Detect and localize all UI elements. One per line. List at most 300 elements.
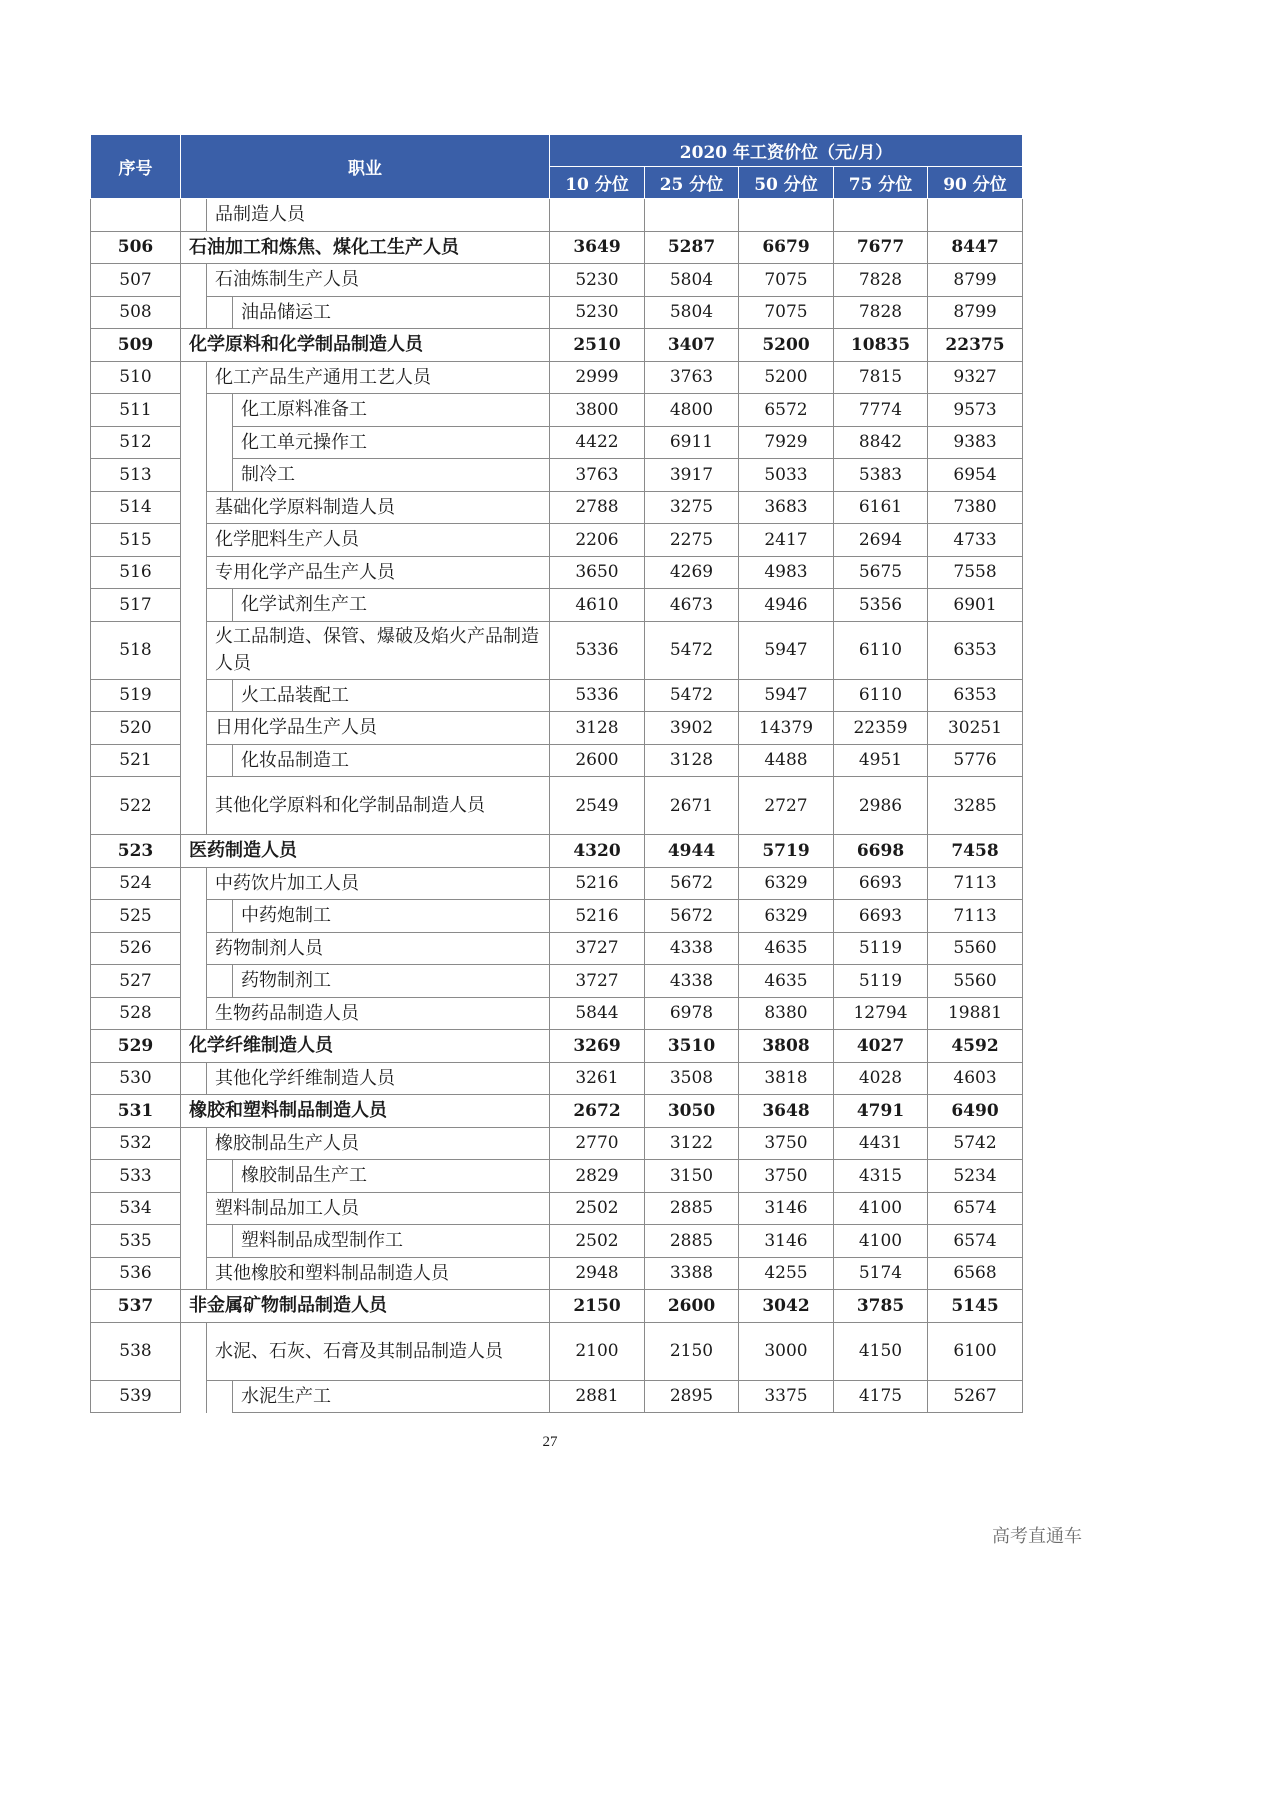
row-p75-value: 8842 bbox=[834, 426, 928, 459]
row-p50-value: 5200 bbox=[739, 361, 834, 394]
row-p10-value: 2510 bbox=[550, 329, 645, 362]
row-p75-value: 6110 bbox=[834, 621, 928, 679]
indent-cell bbox=[181, 932, 207, 965]
row-p50-value: 4635 bbox=[739, 965, 834, 998]
row-occupation: 化工单元操作工 bbox=[233, 426, 550, 459]
row-p10-value: 5216 bbox=[550, 867, 645, 900]
row-occupation: 其他化学纤维制造人员 bbox=[207, 1062, 550, 1095]
table-row bbox=[91, 199, 1023, 232]
row-p50-value: 5947 bbox=[739, 679, 834, 712]
row-p10-value: 2549 bbox=[550, 777, 645, 835]
row-p90-value: 5742 bbox=[928, 1127, 1023, 1160]
table-row bbox=[91, 231, 1023, 264]
indent-cell bbox=[207, 426, 233, 459]
row-p25-value: 5804 bbox=[645, 296, 739, 329]
row-seq: 517 bbox=[91, 589, 181, 622]
row-p50-value bbox=[739, 199, 834, 232]
row-p75-value: 4951 bbox=[834, 744, 928, 777]
table-row bbox=[91, 932, 1023, 965]
row-p75-value: 5675 bbox=[834, 556, 928, 589]
indent-cell bbox=[207, 394, 233, 427]
row-p10-value: 5230 bbox=[550, 264, 645, 297]
indent-cell bbox=[181, 1062, 207, 1095]
table-row bbox=[91, 835, 1023, 868]
row-p90-value: 4592 bbox=[928, 1030, 1023, 1063]
indent-cell bbox=[181, 1127, 207, 1160]
indent-cell bbox=[181, 264, 207, 297]
row-p50-value: 4946 bbox=[739, 589, 834, 622]
row-p90-value: 8447 bbox=[928, 231, 1023, 264]
indent-cell bbox=[207, 1160, 233, 1193]
row-occupation: 中药饮片加工人员 bbox=[207, 867, 550, 900]
table-row bbox=[91, 777, 1023, 835]
row-p10-value: 5216 bbox=[550, 900, 645, 933]
row-p50-value: 2417 bbox=[739, 524, 834, 557]
row-p75-value: 7828 bbox=[834, 296, 928, 329]
indent-cell bbox=[181, 589, 207, 622]
indent-cell bbox=[181, 296, 207, 329]
row-p90-value bbox=[928, 199, 1023, 232]
row-seq: 531 bbox=[91, 1095, 181, 1128]
row-seq: 524 bbox=[91, 867, 181, 900]
row-p75-value: 6110 bbox=[834, 679, 928, 712]
row-p50-value: 3146 bbox=[739, 1192, 834, 1225]
row-p10-value: 3650 bbox=[550, 556, 645, 589]
indent-cell bbox=[181, 459, 207, 492]
row-seq: 515 bbox=[91, 524, 181, 557]
row-p90-value: 5234 bbox=[928, 1160, 1023, 1193]
indent-cell bbox=[207, 459, 233, 492]
row-p25-value: 2671 bbox=[645, 777, 739, 835]
row-p90-value: 8799 bbox=[928, 264, 1023, 297]
table-row bbox=[91, 997, 1023, 1030]
wage-table bbox=[90, 134, 1023, 1413]
row-occupation: 塑料制品成型制作工 bbox=[233, 1225, 550, 1258]
row-occupation: 非金属矿物制品制造人员 bbox=[181, 1290, 550, 1323]
row-p90-value: 3285 bbox=[928, 777, 1023, 835]
row-occupation: 日用化学品生产人员 bbox=[207, 712, 550, 745]
row-p75-value: 7828 bbox=[834, 264, 928, 297]
table-row bbox=[91, 744, 1023, 777]
row-p50-value: 3750 bbox=[739, 1127, 834, 1160]
indent-cell bbox=[181, 426, 207, 459]
row-p10-value: 3727 bbox=[550, 965, 645, 998]
indent-cell bbox=[181, 867, 207, 900]
row-p25-value: 3510 bbox=[645, 1030, 739, 1063]
row-p10-value: 3800 bbox=[550, 394, 645, 427]
row-p75-value: 7677 bbox=[834, 231, 928, 264]
row-seq: 537 bbox=[91, 1290, 181, 1323]
row-p75-value: 2986 bbox=[834, 777, 928, 835]
wage-table-container bbox=[90, 134, 1022, 1413]
table-row bbox=[91, 459, 1023, 492]
row-p50-value: 3808 bbox=[739, 1030, 834, 1063]
row-p50-value: 3375 bbox=[739, 1380, 834, 1413]
row-occupation: 水泥、石灰、石膏及其制品制造人员 bbox=[207, 1322, 550, 1380]
row-seq: 526 bbox=[91, 932, 181, 965]
row-p90-value: 7113 bbox=[928, 900, 1023, 933]
row-p75-value: 5356 bbox=[834, 589, 928, 622]
row-occupation: 化妆品制造工 bbox=[233, 744, 550, 777]
indent-cell bbox=[181, 679, 207, 712]
row-p90-value: 6901 bbox=[928, 589, 1023, 622]
indent-cell bbox=[181, 199, 207, 232]
row-occupation: 其他橡胶和塑料制品制造人员 bbox=[207, 1257, 550, 1290]
row-seq: 533 bbox=[91, 1160, 181, 1193]
row-p50-value: 5033 bbox=[739, 459, 834, 492]
row-p75-value: 5383 bbox=[834, 459, 928, 492]
row-occupation: 药物制剂人员 bbox=[207, 932, 550, 965]
row-seq: 512 bbox=[91, 426, 181, 459]
row-seq: 534 bbox=[91, 1192, 181, 1225]
row-p10-value: 4320 bbox=[550, 835, 645, 868]
row-occupation: 火工品制造、保管、爆破及焰火产品制造人员 bbox=[207, 621, 550, 679]
row-p90-value: 22375 bbox=[928, 329, 1023, 362]
indent-cell bbox=[181, 1380, 207, 1413]
row-p25-value: 4269 bbox=[645, 556, 739, 589]
row-p50-value: 6329 bbox=[739, 867, 834, 900]
row-seq: 532 bbox=[91, 1127, 181, 1160]
table-row bbox=[91, 329, 1023, 362]
row-p75-value: 6693 bbox=[834, 867, 928, 900]
table-row bbox=[91, 1380, 1023, 1413]
row-p75-value: 7815 bbox=[834, 361, 928, 394]
row-p10-value: 4422 bbox=[550, 426, 645, 459]
table-row bbox=[91, 679, 1023, 712]
row-seq: 529 bbox=[91, 1030, 181, 1063]
indent-cell bbox=[207, 900, 233, 933]
row-p75-value: 4150 bbox=[834, 1322, 928, 1380]
row-p25-value: 3150 bbox=[645, 1160, 739, 1193]
indent-cell bbox=[181, 712, 207, 745]
row-p50-value: 5719 bbox=[739, 835, 834, 868]
row-p90-value: 5560 bbox=[928, 965, 1023, 998]
row-seq: 535 bbox=[91, 1225, 181, 1258]
row-p50-value: 5947 bbox=[739, 621, 834, 679]
indent-cell bbox=[181, 777, 207, 835]
row-p10-value: 2770 bbox=[550, 1127, 645, 1160]
row-p25-value: 3917 bbox=[645, 459, 739, 492]
row-p75-value: 4791 bbox=[834, 1095, 928, 1128]
row-p10-value: 2948 bbox=[550, 1257, 645, 1290]
row-occupation: 专用化学产品生产人员 bbox=[207, 556, 550, 589]
row-p90-value: 9573 bbox=[928, 394, 1023, 427]
row-p90-value: 7380 bbox=[928, 491, 1023, 524]
table-row bbox=[91, 589, 1023, 622]
indent-cell bbox=[207, 744, 233, 777]
table-row bbox=[91, 361, 1023, 394]
row-seq: 509 bbox=[91, 329, 181, 362]
row-seq: 528 bbox=[91, 997, 181, 1030]
row-p25-value: 4944 bbox=[645, 835, 739, 868]
row-p75-value: 4100 bbox=[834, 1192, 928, 1225]
row-seq: 523 bbox=[91, 835, 181, 868]
p10-header: 10 分位 bbox=[550, 167, 645, 199]
row-p50-value: 5200 bbox=[739, 329, 834, 362]
row-p50-value: 2727 bbox=[739, 777, 834, 835]
indent-cell bbox=[181, 556, 207, 589]
row-p75-value: 22359 bbox=[834, 712, 928, 745]
table-row bbox=[91, 524, 1023, 557]
row-occupation: 化工原料准备工 bbox=[233, 394, 550, 427]
row-p10-value: 2829 bbox=[550, 1160, 645, 1193]
row-p75-value: 5174 bbox=[834, 1257, 928, 1290]
table-row bbox=[91, 1290, 1023, 1323]
row-p90-value: 6574 bbox=[928, 1192, 1023, 1225]
row-p25-value: 5672 bbox=[645, 900, 739, 933]
row-p90-value: 6954 bbox=[928, 459, 1023, 492]
table-row bbox=[91, 1225, 1023, 1258]
row-p10-value bbox=[550, 199, 645, 232]
row-p25-value: 3763 bbox=[645, 361, 739, 394]
row-p50-value: 3683 bbox=[739, 491, 834, 524]
row-seq: 518 bbox=[91, 621, 181, 679]
indent-cell bbox=[181, 361, 207, 394]
row-p10-value: 2150 bbox=[550, 1290, 645, 1323]
row-occupation: 其他化学原料和化学制品制造人员 bbox=[207, 777, 550, 835]
row-p25-value: 5672 bbox=[645, 867, 739, 900]
row-p25-value: 2275 bbox=[645, 524, 739, 557]
row-p50-value: 3000 bbox=[739, 1322, 834, 1380]
row-occupation: 橡胶制品生产人员 bbox=[207, 1127, 550, 1160]
row-occupation: 生物药品制造人员 bbox=[207, 997, 550, 1030]
row-p25-value: 3902 bbox=[645, 712, 739, 745]
row-p75-value: 4100 bbox=[834, 1225, 928, 1258]
indent-cell bbox=[181, 1160, 207, 1193]
row-p10-value: 3261 bbox=[550, 1062, 645, 1095]
row-p90-value: 6100 bbox=[928, 1322, 1023, 1380]
table-row bbox=[91, 491, 1023, 524]
table-row bbox=[91, 867, 1023, 900]
row-p25-value: 4673 bbox=[645, 589, 739, 622]
row-p90-value: 6353 bbox=[928, 621, 1023, 679]
row-p75-value: 7774 bbox=[834, 394, 928, 427]
row-seq: 522 bbox=[91, 777, 181, 835]
row-occupation: 塑料制品加工人员 bbox=[207, 1192, 550, 1225]
row-p90-value: 5776 bbox=[928, 744, 1023, 777]
row-p75-value: 2694 bbox=[834, 524, 928, 557]
row-p25-value: 5472 bbox=[645, 679, 739, 712]
row-occupation: 药物制剂工 bbox=[233, 965, 550, 998]
row-p50-value: 3818 bbox=[739, 1062, 834, 1095]
row-occupation: 水泥生产工 bbox=[233, 1380, 550, 1413]
row-p50-value: 7075 bbox=[739, 264, 834, 297]
row-p10-value: 2881 bbox=[550, 1380, 645, 1413]
row-p50-value: 3750 bbox=[739, 1160, 834, 1193]
row-seq: 511 bbox=[91, 394, 181, 427]
row-p25-value: 3122 bbox=[645, 1127, 739, 1160]
table-row bbox=[91, 394, 1023, 427]
table-row bbox=[91, 712, 1023, 745]
row-seq: 538 bbox=[91, 1322, 181, 1380]
row-p10-value: 3649 bbox=[550, 231, 645, 264]
row-p75-value: 6161 bbox=[834, 491, 928, 524]
row-p50-value: 4983 bbox=[739, 556, 834, 589]
row-p75-value: 4027 bbox=[834, 1030, 928, 1063]
p25-header: 25 分位 bbox=[645, 167, 739, 199]
row-p10-value: 2502 bbox=[550, 1225, 645, 1258]
indent-cell bbox=[181, 744, 207, 777]
indent-cell bbox=[207, 679, 233, 712]
row-p90-value: 4733 bbox=[928, 524, 1023, 557]
row-p10-value: 2999 bbox=[550, 361, 645, 394]
row-p90-value: 6574 bbox=[928, 1225, 1023, 1258]
row-seq: 506 bbox=[91, 231, 181, 264]
row-p25-value: 6911 bbox=[645, 426, 739, 459]
row-p10-value: 3269 bbox=[550, 1030, 645, 1063]
watermark: 高考直通车 bbox=[992, 1526, 1082, 1547]
indent-cell bbox=[181, 1322, 207, 1380]
row-seq: 519 bbox=[91, 679, 181, 712]
row-p25-value: 3128 bbox=[645, 744, 739, 777]
indent-cell bbox=[181, 997, 207, 1030]
row-occupation: 石油炼制生产人员 bbox=[207, 264, 550, 297]
row-occupation: 化学肥料生产人员 bbox=[207, 524, 550, 557]
row-occupation: 化学原料和化学制品制造人员 bbox=[181, 329, 550, 362]
row-p50-value: 4255 bbox=[739, 1257, 834, 1290]
row-p10-value: 5844 bbox=[550, 997, 645, 1030]
indent-cell bbox=[181, 394, 207, 427]
row-p25-value: 4338 bbox=[645, 965, 739, 998]
table-row bbox=[91, 296, 1023, 329]
row-p25-value: 5472 bbox=[645, 621, 739, 679]
indent-cell bbox=[181, 1257, 207, 1290]
row-seq: 530 bbox=[91, 1062, 181, 1095]
row-p50-value: 14379 bbox=[739, 712, 834, 745]
row-p75-value: 4431 bbox=[834, 1127, 928, 1160]
row-p90-value: 7558 bbox=[928, 556, 1023, 589]
row-p10-value: 5336 bbox=[550, 679, 645, 712]
row-p90-value: 7113 bbox=[928, 867, 1023, 900]
row-p10-value: 3763 bbox=[550, 459, 645, 492]
row-p10-value: 3727 bbox=[550, 932, 645, 965]
row-p75-value: 3785 bbox=[834, 1290, 928, 1323]
row-seq: 507 bbox=[91, 264, 181, 297]
seq-header: 序号 bbox=[91, 135, 181, 199]
row-p90-value: 9327 bbox=[928, 361, 1023, 394]
table-body bbox=[91, 199, 1023, 1413]
row-p90-value: 6490 bbox=[928, 1095, 1023, 1128]
row-occupation: 医药制造人员 bbox=[181, 835, 550, 868]
indent-cell bbox=[181, 1225, 207, 1258]
row-p25-value: 3508 bbox=[645, 1062, 739, 1095]
table-row bbox=[91, 426, 1023, 459]
wage-group-header: 2020 年工资价位（元/月） bbox=[550, 135, 1023, 167]
table-row bbox=[91, 1160, 1023, 1193]
row-p10-value: 2100 bbox=[550, 1322, 645, 1380]
row-p25-value: 4800 bbox=[645, 394, 739, 427]
indent-cell bbox=[181, 491, 207, 524]
row-p25-value: 5287 bbox=[645, 231, 739, 264]
row-p75-value: 6698 bbox=[834, 835, 928, 868]
table-row bbox=[91, 900, 1023, 933]
table-row bbox=[91, 556, 1023, 589]
row-p75-value bbox=[834, 199, 928, 232]
row-occupation: 品制造人员 bbox=[207, 199, 550, 232]
row-p10-value: 2788 bbox=[550, 491, 645, 524]
indent-cell bbox=[181, 965, 207, 998]
p50-header: 50 分位 bbox=[739, 167, 834, 199]
row-p10-value: 4610 bbox=[550, 589, 645, 622]
row-p25-value: 3388 bbox=[645, 1257, 739, 1290]
indent-cell bbox=[207, 1380, 233, 1413]
row-p25-value: 3050 bbox=[645, 1095, 739, 1128]
indent-cell bbox=[207, 965, 233, 998]
row-p10-value: 2672 bbox=[550, 1095, 645, 1128]
row-seq: 521 bbox=[91, 744, 181, 777]
table-row bbox=[91, 965, 1023, 998]
row-p50-value: 6679 bbox=[739, 231, 834, 264]
table-row bbox=[91, 264, 1023, 297]
row-seq: 510 bbox=[91, 361, 181, 394]
row-p25-value: 2885 bbox=[645, 1192, 739, 1225]
row-p90-value: 5560 bbox=[928, 932, 1023, 965]
row-p90-value: 4603 bbox=[928, 1062, 1023, 1095]
row-p25-value: 3407 bbox=[645, 329, 739, 362]
row-p25-value: 5804 bbox=[645, 264, 739, 297]
row-p50-value: 6329 bbox=[739, 900, 834, 933]
row-p25-value: 2885 bbox=[645, 1225, 739, 1258]
row-occupation: 化工产品生产通用工艺人员 bbox=[207, 361, 550, 394]
row-occupation: 化学纤维制造人员 bbox=[181, 1030, 550, 1063]
row-p75-value: 4028 bbox=[834, 1062, 928, 1095]
row-p90-value: 5267 bbox=[928, 1380, 1023, 1413]
indent-cell bbox=[181, 621, 207, 679]
row-p50-value: 7075 bbox=[739, 296, 834, 329]
row-p90-value: 5145 bbox=[928, 1290, 1023, 1323]
row-p90-value: 7458 bbox=[928, 835, 1023, 868]
row-p75-value: 6693 bbox=[834, 900, 928, 933]
row-p50-value: 3042 bbox=[739, 1290, 834, 1323]
table-row bbox=[91, 1062, 1023, 1095]
table-row bbox=[91, 1192, 1023, 1225]
row-p75-value: 10835 bbox=[834, 329, 928, 362]
row-occupation: 化学试剂生产工 bbox=[233, 589, 550, 622]
row-seq: 527 bbox=[91, 965, 181, 998]
p75-header: 75 分位 bbox=[834, 167, 928, 199]
row-seq: 516 bbox=[91, 556, 181, 589]
row-occupation: 橡胶制品生产工 bbox=[233, 1160, 550, 1193]
row-p50-value: 3146 bbox=[739, 1225, 834, 1258]
row-p75-value: 12794 bbox=[834, 997, 928, 1030]
row-p90-value: 19881 bbox=[928, 997, 1023, 1030]
row-p25-value bbox=[645, 199, 739, 232]
row-p50-value: 7929 bbox=[739, 426, 834, 459]
table-row bbox=[91, 1095, 1023, 1128]
row-p10-value: 2502 bbox=[550, 1192, 645, 1225]
row-seq: 508 bbox=[91, 296, 181, 329]
row-occupation: 制冷工 bbox=[233, 459, 550, 492]
row-seq: 536 bbox=[91, 1257, 181, 1290]
row-occupation: 基础化学原料制造人员 bbox=[207, 491, 550, 524]
row-p25-value: 3275 bbox=[645, 491, 739, 524]
row-p90-value: 6568 bbox=[928, 1257, 1023, 1290]
row-p75-value: 4175 bbox=[834, 1380, 928, 1413]
row-seq: 539 bbox=[91, 1380, 181, 1413]
row-p50-value: 3648 bbox=[739, 1095, 834, 1128]
row-p10-value: 2600 bbox=[550, 744, 645, 777]
row-p90-value: 6353 bbox=[928, 679, 1023, 712]
row-p90-value: 8799 bbox=[928, 296, 1023, 329]
row-occupation: 橡胶和塑料制品制造人员 bbox=[181, 1095, 550, 1128]
row-p75-value: 5119 bbox=[834, 965, 928, 998]
row-p75-value: 5119 bbox=[834, 932, 928, 965]
row-occupation: 石油加工和炼焦、煤化工生产人员 bbox=[181, 231, 550, 264]
table-row bbox=[91, 621, 1023, 679]
row-p10-value: 3128 bbox=[550, 712, 645, 745]
indent-cell bbox=[181, 524, 207, 557]
indent-cell bbox=[181, 900, 207, 933]
